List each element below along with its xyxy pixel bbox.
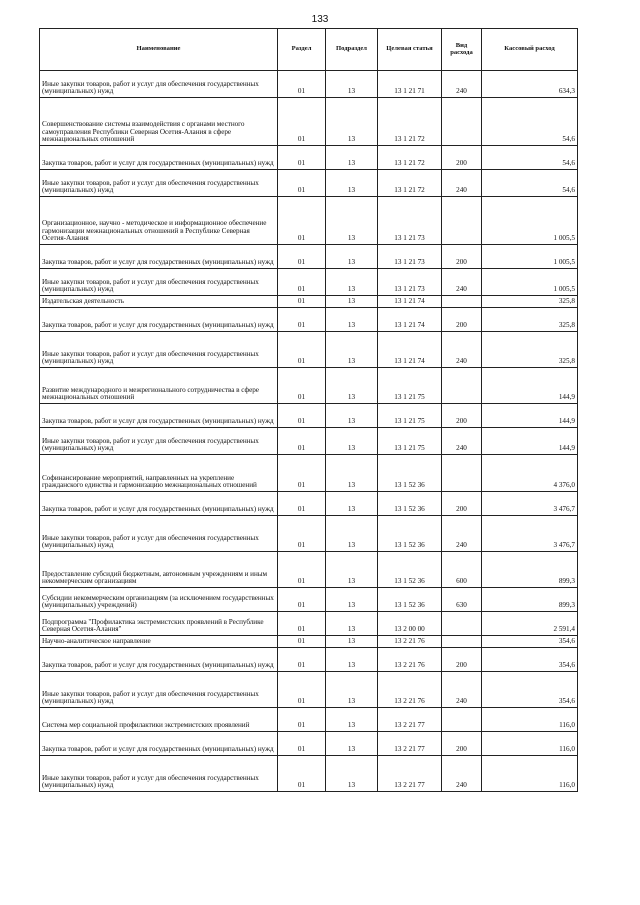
table-row (40, 636, 578, 648)
cell-amount: 3 476,7 (482, 492, 578, 516)
cell-section: 01 (278, 308, 326, 332)
cell-amount: 54,6 (482, 170, 578, 197)
table-row (40, 368, 578, 404)
table-row (40, 197, 578, 245)
table-row (40, 492, 578, 516)
header-section: Раздел (278, 29, 326, 71)
cell-name: Иные закупки товаров, работ и услуг для обеспечения государственных (муниципальных) нужд (40, 71, 278, 98)
cell-section: 01 (278, 756, 326, 792)
cell-kind (442, 708, 482, 732)
cell-amount: 4 376,0 (482, 455, 578, 492)
cell-article: 13 1 21 73 (378, 197, 442, 245)
cell-name: Организационное, научно - методическое и информационное обеспечение гармонизации межнациональных отношений в Республике Северная Осетия-Алания (40, 197, 278, 245)
cell-amount: 354,6 (482, 648, 578, 672)
cell-article: 13 1 21 74 (378, 308, 442, 332)
table-row (40, 648, 578, 672)
cell-section: 01 (278, 296, 326, 308)
header-subsection: Подраздел (326, 29, 378, 71)
cell-subsection: 13 (326, 98, 378, 146)
cell-amount: 144,9 (482, 428, 578, 455)
table-row (40, 756, 578, 792)
cell-section: 01 (278, 197, 326, 245)
cell-section: 01 (278, 245, 326, 269)
table-row (40, 245, 578, 269)
cell-kind (442, 296, 482, 308)
cell-article: 13 1 21 75 (378, 368, 442, 404)
cell-name: Закупка товаров, работ и услуг для государственных (муниципальных) нужд (40, 308, 278, 332)
cell-section: 01 (278, 368, 326, 404)
cell-name: Иные закупки товаров, работ и услуг для обеспечения государственных (муниципальных) нужд (40, 170, 278, 197)
cell-name: Иные закупки товаров, работ и услуг для обеспечения государственных (муниципальных) нужд (40, 332, 278, 368)
cell-kind: 200 (442, 245, 482, 269)
table-row (40, 552, 578, 588)
cell-kind: 200 (442, 308, 482, 332)
cell-section: 01 (278, 170, 326, 197)
cell-article: 13 1 21 73 (378, 269, 442, 296)
cell-kind: 240 (442, 428, 482, 455)
cell-article: 13 1 52 36 (378, 552, 442, 588)
cell-amount: 116,0 (482, 756, 578, 792)
cell-subsection: 13 (326, 732, 378, 756)
cell-subsection: 13 (326, 588, 378, 612)
cell-name: Иные закупки товаров, работ и услуг для обеспечения государственных (муниципальных) нужд (40, 756, 278, 792)
cell-article: 13 1 52 36 (378, 455, 442, 492)
cell-article: 13 1 21 72 (378, 98, 442, 146)
cell-article: 13 1 21 75 (378, 428, 442, 455)
cell-name: Иные закупки товаров, работ и услуг для обеспечения государственных (муниципальных) нужд (40, 672, 278, 708)
table-row (40, 98, 578, 146)
cell-article: 13 1 21 75 (378, 404, 442, 428)
cell-kind: 240 (442, 269, 482, 296)
cell-amount: 325,8 (482, 332, 578, 368)
cell-amount: 116,0 (482, 708, 578, 732)
cell-article: 13 2 21 76 (378, 672, 442, 708)
cell-article: 13 1 52 36 (378, 516, 442, 552)
cell-subsection: 13 (326, 146, 378, 170)
cell-subsection: 13 (326, 404, 378, 428)
cell-subsection: 13 (326, 636, 378, 648)
cell-name: Закупка товаров, работ и услуг для государственных (муниципальных) нужд (40, 648, 278, 672)
cell-amount: 3 476,7 (482, 516, 578, 552)
cell-name: Закупка товаров, работ и услуг для государственных (муниципальных) нужд (40, 245, 278, 269)
cell-article: 13 2 21 77 (378, 708, 442, 732)
cell-amount: 54,6 (482, 98, 578, 146)
cell-subsection: 13 (326, 308, 378, 332)
cell-kind: 600 (442, 552, 482, 588)
cell-section: 01 (278, 455, 326, 492)
cell-name: Закупка товаров, работ и услуг для государственных (муниципальных) нужд (40, 146, 278, 170)
cell-subsection: 13 (326, 455, 378, 492)
cell-kind: 200 (442, 492, 482, 516)
table-row (40, 732, 578, 756)
cell-subsection: 13 (326, 269, 378, 296)
cell-amount: 354,6 (482, 636, 578, 648)
cell-subsection: 13 (326, 648, 378, 672)
table-row (40, 672, 578, 708)
cell-section: 01 (278, 492, 326, 516)
cell-kind: 630 (442, 588, 482, 612)
cell-kind: 200 (442, 404, 482, 428)
cell-article: 13 2 21 77 (378, 756, 442, 792)
cell-article: 13 1 21 71 (378, 71, 442, 98)
cell-subsection: 13 (326, 332, 378, 368)
cell-kind (442, 612, 482, 636)
cell-section: 01 (278, 332, 326, 368)
cell-name: Закупка товаров, работ и услуг для государственных (муниципальных) нужд (40, 732, 278, 756)
budget-table (39, 28, 578, 792)
cell-section: 01 (278, 612, 326, 636)
table-row (40, 296, 578, 308)
cell-section: 01 (278, 71, 326, 98)
cell-subsection: 13 (326, 71, 378, 98)
cell-section: 01 (278, 552, 326, 588)
cell-amount: 54,6 (482, 146, 578, 170)
cell-article: 13 1 21 74 (378, 332, 442, 368)
cell-section: 01 (278, 588, 326, 612)
cell-amount: 1 005,5 (482, 245, 578, 269)
table-row (40, 612, 578, 636)
table-row (40, 708, 578, 732)
cell-subsection: 13 (326, 428, 378, 455)
cell-section: 01 (278, 98, 326, 146)
cell-section: 01 (278, 146, 326, 170)
cell-kind: 240 (442, 332, 482, 368)
cell-name: Предоставление субсидий бюджетным, автономным учреждениям и иным некоммерческим организациям (40, 552, 278, 588)
header-article: Целевая статья (378, 29, 442, 71)
cell-section: 01 (278, 404, 326, 428)
cell-article: 13 1 52 36 (378, 492, 442, 516)
cell-article: 13 2 21 76 (378, 636, 442, 648)
cell-subsection: 13 (326, 492, 378, 516)
cell-name: Закупка товаров, работ и услуг для государственных (муниципальных) нужд (40, 404, 278, 428)
header-name: Наименование (40, 29, 278, 71)
cell-section: 01 (278, 672, 326, 708)
cell-subsection: 13 (326, 170, 378, 197)
cell-kind: 240 (442, 170, 482, 197)
cell-kind: 200 (442, 648, 482, 672)
cell-article: 13 1 52 36 (378, 588, 442, 612)
header-amount: Кассовый расход (482, 29, 578, 71)
cell-amount: 1 005,5 (482, 269, 578, 296)
cell-kind: 240 (442, 756, 482, 792)
table-row (40, 308, 578, 332)
cell-kind: 240 (442, 672, 482, 708)
cell-amount: 2 591,4 (482, 612, 578, 636)
cell-section: 01 (278, 516, 326, 552)
cell-kind (442, 368, 482, 404)
table-row (40, 170, 578, 197)
cell-name: Иные закупки товаров, работ и услуг для обеспечения государственных (муниципальных) нужд (40, 516, 278, 552)
cell-section: 01 (278, 648, 326, 672)
cell-kind (442, 197, 482, 245)
cell-amount: 1 005,5 (482, 197, 578, 245)
cell-amount: 325,8 (482, 308, 578, 332)
cell-article: 13 1 21 72 (378, 170, 442, 197)
cell-kind (442, 98, 482, 146)
table-row (40, 428, 578, 455)
cell-section: 01 (278, 269, 326, 296)
cell-kind (442, 455, 482, 492)
cell-subsection: 13 (326, 245, 378, 269)
cell-name: Иные закупки товаров, работ и услуг для обеспечения государственных (муниципальных) нужд (40, 428, 278, 455)
cell-subsection: 13 (326, 672, 378, 708)
cell-amount: 899,3 (482, 552, 578, 588)
table-header (40, 29, 578, 71)
cell-amount: 634,3 (482, 71, 578, 98)
cell-name: Издательская деятельность (40, 296, 278, 308)
table-row (40, 269, 578, 296)
cell-subsection: 13 (326, 516, 378, 552)
cell-name: Совершенствование системы взаимодействия с органами местного самоуправления Республики Северная Осетия-Алания в сфере межнациональных отношений (40, 98, 278, 146)
cell-subsection: 13 (326, 552, 378, 588)
cell-name: Система мер социальной профилактики экстремистских проявлений (40, 708, 278, 732)
cell-subsection: 13 (326, 708, 378, 732)
cell-article: 13 1 21 73 (378, 245, 442, 269)
cell-name: Субсидии некоммерческим организациям (за исключением государственных (муниципальных) учреждений) (40, 588, 278, 612)
cell-name: Подпрограмма "Профилактика экстремистских проявлений в Республике Северная Осетия-Алания" (40, 612, 278, 636)
cell-subsection: 13 (326, 197, 378, 245)
cell-subsection: 13 (326, 756, 378, 792)
cell-section: 01 (278, 428, 326, 455)
cell-article: 13 1 21 72 (378, 146, 442, 170)
cell-kind (442, 636, 482, 648)
cell-name: Развитие международного и межрегионального сотрудничества в сфере межнациональных отношений (40, 368, 278, 404)
cell-kind: 200 (442, 732, 482, 756)
cell-amount: 116,0 (482, 732, 578, 756)
cell-article: 13 2 21 77 (378, 732, 442, 756)
cell-amount: 325,8 (482, 296, 578, 308)
table-row (40, 404, 578, 428)
cell-kind: 240 (442, 71, 482, 98)
cell-name: Закупка товаров, работ и услуг для государственных (муниципальных) нужд (40, 492, 278, 516)
cell-article: 13 2 00 00 (378, 612, 442, 636)
cell-section: 01 (278, 708, 326, 732)
table-row (40, 455, 578, 492)
table-row (40, 516, 578, 552)
table-body (40, 71, 578, 792)
cell-kind: 240 (442, 516, 482, 552)
table-row (40, 146, 578, 170)
cell-section: 01 (278, 732, 326, 756)
cell-article: 13 2 21 76 (378, 648, 442, 672)
table-row (40, 332, 578, 368)
header-kind: Вид расхода (442, 29, 482, 71)
cell-name: Иные закупки товаров, работ и услуг для обеспечения государственных (муниципальных) нужд (40, 269, 278, 296)
cell-name: Научно-аналитическое направление (40, 636, 278, 648)
cell-subsection: 13 (326, 368, 378, 404)
cell-name: Софинансирование мероприятий, направленных на укрепление гражданского единства и гармонизацию межнациональных отношений (40, 455, 278, 492)
cell-article: 13 1 21 74 (378, 296, 442, 308)
cell-subsection: 13 (326, 296, 378, 308)
cell-kind: 200 (442, 146, 482, 170)
cell-amount: 144,9 (482, 404, 578, 428)
page-number: 133 (311, 14, 329, 25)
cell-amount: 144,9 (482, 368, 578, 404)
cell-section: 01 (278, 636, 326, 648)
cell-subsection: 13 (326, 612, 378, 636)
cell-amount: 899,3 (482, 588, 578, 612)
table-row (40, 588, 578, 612)
cell-amount: 354,6 (482, 672, 578, 708)
table-row (40, 71, 578, 98)
